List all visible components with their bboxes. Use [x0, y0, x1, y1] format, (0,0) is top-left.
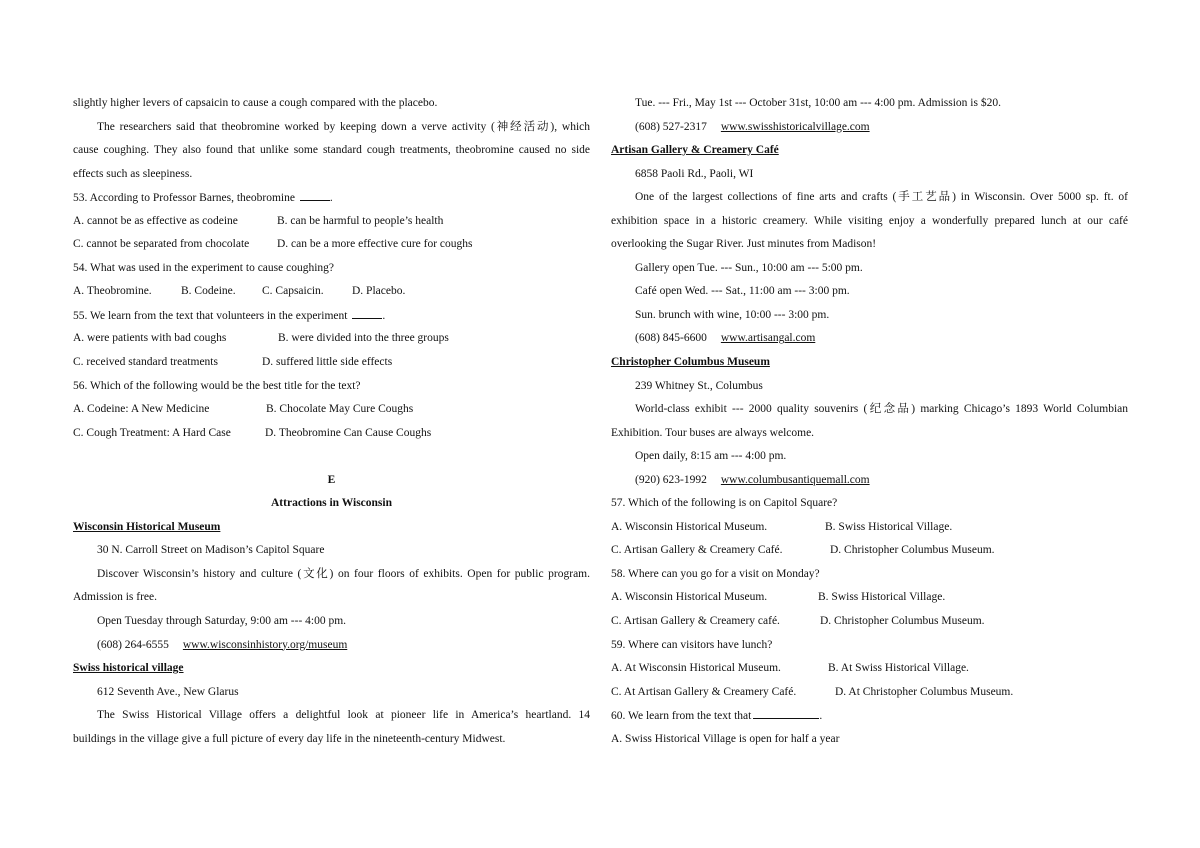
artisan-gallery-heading: Artisan Gallery & Creamery Café [611, 144, 779, 157]
answer-blank [300, 186, 330, 201]
question-58-stem: 58. Where can you go for a visit on Monday? [611, 567, 820, 580]
option-a: A. cannot be as effective as codeine [73, 214, 238, 227]
question-text: 55. We learn from the text that volunteers in the experiment [73, 309, 348, 322]
question-59-stem: 59. Where can visitors have lunch? [611, 638, 773, 651]
question-end: . [819, 710, 823, 723]
swiss-village-address: 612 Seventh Ave., New Glarus [97, 685, 239, 698]
question-58-options-row [611, 610, 1128, 634]
option-c: C. Artisan Gallery & Creamery café. [611, 615, 780, 628]
swiss-village-description: buildings in the village give a full picture of every day life in the nineteenth-century Midwest. [73, 732, 506, 745]
question-55-options-row [73, 327, 590, 351]
option-b: B. can be harmful to people’s health [277, 214, 444, 227]
columbus-museum-description: Exhibition. Tour buses are always welcome. [611, 426, 815, 439]
artisan-gallery-address: 6858 Paoli Rd., Paoli, WI [635, 167, 754, 180]
section-title: Attractions in Wisconsin [271, 497, 392, 510]
question-53-options-row [73, 210, 590, 234]
option-d: D. suffered little side effects [262, 356, 393, 369]
passage-line: cause coughing. They also found that unlike some standard cough treatments, theobromine caused no side [73, 144, 590, 157]
columbus-museum-contact [611, 469, 1128, 493]
question-60-stem [611, 704, 1128, 728]
phone-number: (608) 264-6555 [97, 638, 169, 651]
swiss-village-contact [611, 116, 1128, 140]
cafe-hours: Café open Wed. --- Sat., 11:00 am --- 3:00 pm. [635, 285, 850, 298]
option-a: A. Wisconsin Historical Museum. [611, 591, 768, 604]
columbus-museum-address: 239 Whitney St., Columbus [635, 379, 763, 392]
option-a: A. Codeine: A New Medicine [73, 403, 210, 416]
website-link[interactable]: www.columbusantiquemall.com [720, 473, 870, 486]
option-a: A. At Wisconsin Historical Museum. [611, 662, 781, 675]
question-59-options-row [611, 681, 1128, 705]
question-53-options-row [73, 233, 590, 257]
question-58-options-row [611, 586, 1128, 610]
option-a: A. Theobromine. [73, 285, 152, 298]
question-53-stem [73, 186, 590, 210]
answer-blank [753, 704, 819, 719]
question-56-options-row [73, 398, 590, 422]
question-54-options-row [73, 280, 590, 304]
option-c: C. At Artisan Gallery & Creamery Café. [611, 685, 797, 698]
option-d: D. Christopher Columbus Museum. [820, 615, 985, 628]
passage-line: effects such as sleepiness. [73, 167, 193, 180]
passage-line: The researchers said that theobromine worked by keeping down a verve activity (神经活动), which [97, 120, 590, 133]
question-end: . [329, 192, 333, 205]
museum-address: 30 N. Carroll Street on Madison’s Capitol Square [97, 544, 325, 557]
option-d: D. Christopher Columbus Museum. [830, 544, 995, 557]
phone-number: (608) 527-2317 [635, 120, 707, 133]
museum-description: Discover Wisconsin’s history and culture (文化) on four floors of exhibits. Open for public program. [97, 567, 590, 580]
website-link[interactable]: www.swisshistoricalvillage.com [720, 120, 870, 133]
option-c: C. Capsaicin. [262, 285, 324, 298]
option-d: D. At Christopher Columbus Museum. [835, 685, 1014, 698]
museum-heading: Wisconsin Historical Museum [73, 520, 221, 533]
swiss-village-heading: Swiss historical village [73, 662, 184, 675]
question-end: . [382, 309, 386, 322]
option-d: D. Theobromine Can Cause Coughs [265, 426, 432, 439]
brunch-hours: Sun. brunch with wine, 10:00 --- 3:00 pm. [635, 308, 830, 321]
artisan-gallery-description: exhibition space in a historic creamery. While visiting enjoy a wonderfully prepared lunch at our café [611, 214, 1128, 227]
spacer [73, 445, 590, 469]
question-55-options-row [73, 351, 590, 375]
columbus-museum-heading: Christopher Columbus Museum [611, 356, 770, 369]
option-b: B. Chocolate May Cure Coughs [266, 403, 414, 416]
artisan-gallery-contact [611, 327, 1128, 351]
option-b: B. Codeine. [181, 285, 236, 298]
phone-number: (608) 845-6600 [635, 332, 707, 345]
answer-blank [352, 304, 382, 319]
option-a: A. Swiss Historical Village is open for half a year [611, 732, 840, 745]
artisan-gallery-description: One of the largest collections of fine arts and crafts (手工艺品) in Wisconsin. Over 5000 sp. ft. of [635, 191, 1128, 204]
option-c: C. Cough Treatment: A Hard Case [73, 426, 231, 439]
museum-description: Admission is free. [73, 591, 158, 604]
question-57-options-row [611, 516, 1128, 540]
question-57-options-row [611, 539, 1128, 563]
columbus-museum-hours: Open daily, 8:15 am --- 4:00 pm. [635, 450, 787, 463]
option-c: C. Artisan Gallery & Creamery Café. [611, 544, 783, 557]
option-a: A. Wisconsin Historical Museum. [611, 520, 768, 533]
question-54-stem: 54. What was used in the experiment to cause coughing? [73, 261, 335, 274]
gallery-hours: Gallery open Tue. --- Sun., 10:00 am --- 5:00 pm. [635, 261, 863, 274]
artisan-gallery-description: overlooking the Sugar River. Just minutes from Madison! [611, 238, 877, 251]
museum-contact [73, 634, 590, 658]
option-a: A. were patients with bad coughs [73, 332, 227, 345]
question-text: 53. According to Professor Barnes, theobromine [73, 192, 295, 205]
option-b: B. were divided into the three groups [278, 332, 449, 345]
option-d: D. can be a more effective cure for coughs [277, 238, 473, 251]
right-column [611, 92, 1128, 751]
question-56-options-row [73, 422, 590, 446]
option-d: D. Placebo. [352, 285, 406, 298]
swiss-village-description: The Swiss Historical Village offers a delightful look at pioneer life in America’s heartland. 14 [97, 709, 590, 722]
question-57-stem: 57. Which of the following is on Capitol Square? [611, 497, 838, 510]
question-56-stem: 56. Which of the following would be the best title for the text? [73, 379, 361, 392]
option-c: C. received standard treatments [73, 356, 218, 369]
left-column [73, 92, 590, 751]
columbus-museum-description: World-class exhibit --- 2000 quality souvenirs (纪念品) marking Chicago’s 1893 World Columbian [635, 403, 1128, 416]
question-text: 60. We learn from the text that [611, 710, 752, 723]
option-c: C. cannot be separated from chocolate [73, 238, 250, 251]
question-55-stem [73, 304, 590, 328]
website-link[interactable]: www.wisconsinhistory.org/museum [182, 638, 348, 651]
option-b: B. Swiss Historical Village. [818, 591, 946, 604]
swiss-village-hours: Tue. --- Fri., May 1st --- October 31st, 10:00 am --- 4:00 pm. Admission is $20. [635, 97, 1001, 109]
website-link[interactable]: www.artisangal.com [720, 332, 816, 345]
option-b: B. At Swiss Historical Village. [828, 662, 969, 675]
option-b: B. Swiss Historical Village. [825, 520, 953, 533]
question-59-options-row [611, 657, 1128, 681]
museum-hours: Open Tuesday through Saturday, 9:00 am --- 4:00 pm. [97, 615, 347, 628]
section-letter: E [327, 473, 336, 486]
passage-line: slightly higher levers of capsaicin to cause a cough compared with the placebo. [73, 97, 438, 109]
phone-number: (920) 623-1992 [635, 473, 707, 486]
